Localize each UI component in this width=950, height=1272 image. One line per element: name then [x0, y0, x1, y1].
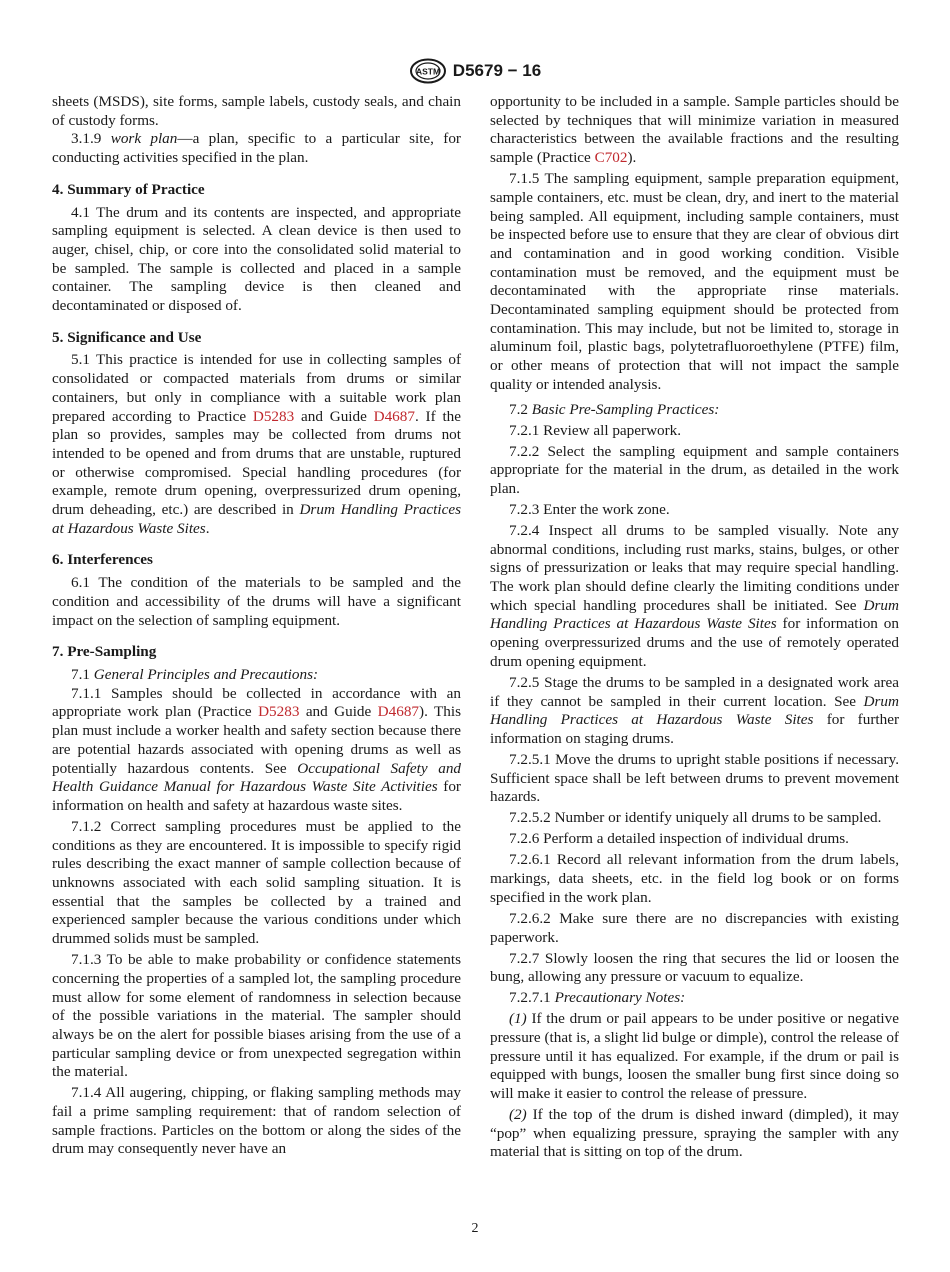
paragraph-7-2-3: 7.2.3 Enter the work zone. [509, 500, 670, 518]
paragraph-7-1-4: 7.1.4 All augering, chipping, or flaking sampling methods may fail a prime sampling requirement: that of random selection of sample fractions. Particles on the bottom or along the sides of the drum may consequently never have an [52, 1084, 461, 1158]
reference-link-c702[interactable]: C702 [594, 149, 628, 167]
reference-link-d4687[interactable]: D4687 [377, 703, 420, 721]
section-7-heading: 7. Pre-Sampling [52, 643, 157, 661]
reference-link-d4687[interactable]: D4687 [373, 407, 415, 425]
paragraph-4-1: 4.1 The drum and its contents are inspected, and appropriate sampling equipment is selected. A clean device is then used to auger, chisel, chip, or core into the consolidated solid material to be sampled. The sample is collected and placed in a sample container. The sampling device is then cleaned and decontaminated or disposed of. [52, 203, 461, 315]
term-work-plan: work plan [110, 130, 178, 148]
paragraph-7-2-5-1: 7.2.5.1 Move the drums to upright stable positions if necessary. Sufficient space shall be left between drums to prevent movement hazards. [490, 750, 899, 806]
paragraph-7-1-1: 7.1.1 Samples should be collected in accordance with an appropriate work plan (Practice D5283 and Guide D4687). This plan must include a worker health and safety section because there are potential hazards associated with opening drums as well as potentially hazardous contents. See Occupational Safety and Health Guidance Manual for Hazardous Waste Site Activities for information on health and safety at hazardous waste sites. [52, 684, 462, 814]
paragraph-7-2-6-2: 7.2.6.2 Make sure there are no discrepancies with existing paperwork. [490, 909, 899, 946]
reference-link-d5283[interactable]: D5283 [252, 407, 295, 425]
section-6-heading: 6. Interferences [52, 551, 153, 569]
paragraph-7-1: 7.1 General Principles and Precautions: [71, 665, 319, 683]
left-column [52, 93, 461, 1161]
paragraph-5-1: 5.1 This practice is intended for use in collecting samples of consolidated or compacted materials from drums or similar containers, but only in compliance with a suitable work plan prepared according to Practice D5283 and Guide D4687. If the plan so provides, samples may be collected from drums not intended to be opened and from drums that are unstable, ruptured or otherwise compromised. Special handling procedures (for example, remote drum opening, overpressurized drum opening, drum deheading, etc.) are described in Drum Handling Practices at Hazardous Waste Sites. [52, 351, 462, 537]
paragraph-7-1-5: 7.1.5 The sampling equipment, sample preparation equipment, sample containers, etc. must be clean, dry, and inert to the material being sampled. All equipment, including sample containers, must be inspected before use to ensure that they are clear of obvious dirt and contamination and in good working condition. Visible contamination must be removed, and the equipment must be decontaminated with the appropriate rinse materials. Decontaminated sampling equipment should be protected from contamination. This may include, but not be limited to, storage in aluminum foil, plastic bags, polytetrafluoroethylene (PTFE) film, or other means of protection that will not impact the sample quality or intended analysis. [490, 170, 899, 393]
paragraph-7-2-4: 7.2.4 Inspect all drums to be sampled visually. Note any abnormal conditions, including rust marks, stains, bulges, or other signs of pressurization or leaks that may require special handling. The work plan should define clearly the limiting conditions under which special handling procedures shall be initiated. See Drum Handling Practices at Hazardous Waste Sites for information on opening overpressurized drums and the use of remotely operated drum opening equipment. [490, 521, 899, 670]
paragraph-7-2-2: 7.2.2 Select the sampling equipment and sample containers appropriate for the material in the drum, as detailed in the work plan. [490, 442, 899, 497]
paragraph-continued: opportunity to be included in a sample. Sample particles should be selected by techniques that will minimize variation in measured characteristics between the available fractions and the resulting sample (Practice C702). [490, 93, 899, 167]
paragraph-continued: sheets (MSDS), site forms, sample labels, custody seals, and chain of custody forms. [52, 93, 461, 129]
paragraph-7-2: 7.2 Basic Pre-Sampling Practices: [509, 400, 720, 418]
right-column [490, 93, 899, 1164]
paragraph-7-2-6-1: 7.2.6.1 Record all relevant information from the drum labels, markings, data sheets, etc. in the field log book or on forms specified in the work plan. [490, 851, 899, 906]
section-5-heading: 5. Significance and Use [52, 328, 202, 346]
astm-logo-icon [409, 58, 447, 84]
precautionary-note-1: (1) If the drum or pail appears to be under positive or negative pressure (that is, a slight lid bulge or dimple), control the release of pressure until it has equalized. For example, if the drum or pail is equipped with bungs, loosen the smaller bung first since doing so will make it easier to control the release of pressure. [490, 1010, 899, 1103]
astm-logo-text: ASTM [415, 66, 440, 77]
document-designation: D5679 − 16 [452, 61, 542, 80]
paragraph-7-2-1: 7.2.1 Review all paperwork. [509, 421, 682, 439]
paragraph-7-2-7: 7.2.7 Slowly loosen the ring that secures the lid or loosen the bung, allowing any pressure or vacuum to equalize. [490, 949, 899, 986]
section-4-heading: 4. Summary of Practice [52, 180, 205, 198]
paragraph-3-1-9: 3.1.9 work plan—a plan, specific to a particular site, for conducting activities specified in the plan. [52, 130, 461, 167]
paragraph-6-1: 6.1 The condition of the materials to be sampled and the condition and accessibility of the drums will have a significant impact on the selection of sampling equipment. [52, 574, 461, 629]
paragraph-7-1-2: 7.1.2 Correct sampling procedures must be applied to the conditions as they are encountered. It is impossible to specify rigid rules describing the exact manner of sample collection because of unknowns associated with each solid sampling situation. It is essential that the samples be collected by a trained and experienced sampler because the various conditions under which drummed solids must be sampled. [52, 817, 461, 948]
paragraph-7-2-5-2: 7.2.5.2 Number or identify uniquely all drums to be sampled. [509, 809, 882, 827]
page-number: 2 [471, 1221, 479, 1236]
paragraph-7-2-7-1: 7.2.7.1 Precautionary Notes: [509, 989, 686, 1007]
reference-link-d5283[interactable]: D5283 [258, 703, 300, 721]
paragraph-7-1-3: 7.1.3 To be able to make probability or confidence statements concerning the properties of a sampled lot, the sampling procedure must allow for some element of randomness in selection because of the possible variations in the material. The sampler should always be on the alert for possible biases arising from the use of a particular sampling device or from unexpected segregation within the material. [52, 951, 461, 1081]
precautionary-note-2: (2) If the top of the drum is dished inward (dimpled), it may “pop” when equalizing pressure, spraying the sampler with any material that is sitting on top of the drum. [490, 1106, 899, 1161]
paragraph-7-2-6: 7.2.6 Perform a detailed inspection of individual drums. [509, 830, 849, 848]
paragraph-7-2-5: 7.2.5 Stage the drums to be sampled in a designated work area if they cannot be sampled in their current location. See Drum Handling Practices at Hazardous Waste Sites for further information on staging drums. [490, 673, 899, 747]
page-header [0, 56, 950, 86]
